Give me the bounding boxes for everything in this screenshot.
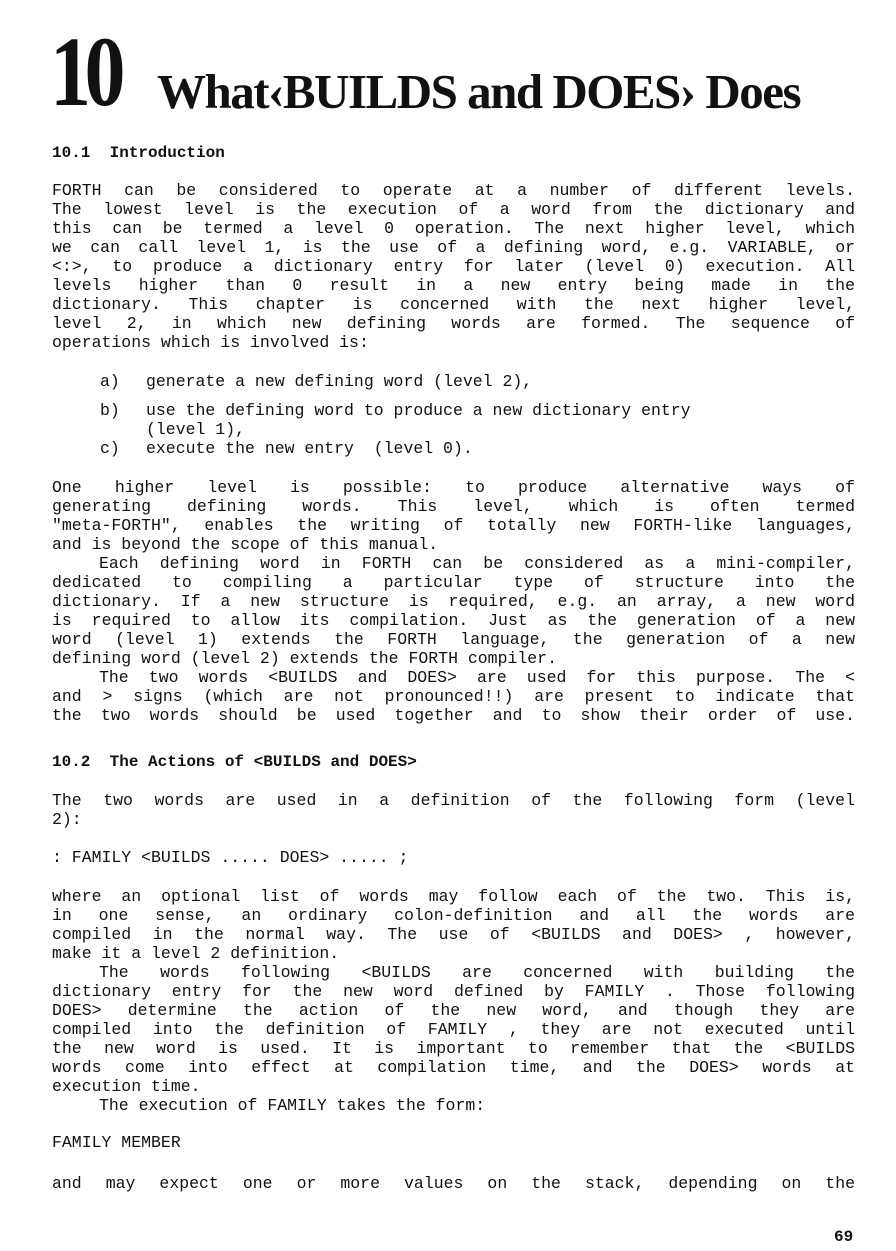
code-family-definition: : FAMILY <BUILDS ..... DOES> ..... ;: [52, 848, 409, 867]
list-item-label: c): [100, 439, 120, 458]
list-item-text: execute the new entry (level 0).: [146, 439, 473, 458]
text-line: and > signs (which are not pronounced!!) are present to indicate that: [52, 687, 855, 706]
text-line: we can call level 1, is the use of a defining word, e.g. VARIABLE, or: [52, 238, 855, 257]
paragraph-mini-compiler: [52, 554, 855, 668]
section-heading-actions: 10.2 The Actions of <BUILDS and DOES>: [52, 753, 417, 771]
text-line: The two words are used in a definition of the following form (level: [52, 791, 855, 810]
text-line: The words following <BUILDS are concerned with building the: [99, 963, 855, 982]
text-line: dedicated to compiling a particular type of structure into the: [52, 573, 855, 592]
text-line: and may expect one or more values on the stack, depending on the: [52, 1174, 855, 1193]
paragraph-stack: [52, 1174, 855, 1193]
text-line: One higher level is possible: to produce alternative ways of: [52, 478, 855, 497]
text-line: <:>, to produce a dictionary entry for later (level 0) execution. All: [52, 257, 855, 276]
list-item-label: a): [100, 372, 120, 391]
page-number: 69: [834, 1228, 854, 1246]
list-item-text: (level 1),: [146, 420, 246, 439]
chapter-number: 10: [50, 16, 119, 127]
text-line: defining word (level 2) extends the FORTH compiler.: [52, 649, 557, 668]
text-line: the new word is used. It is important to remember that the <BUILDS: [52, 1039, 855, 1058]
section-heading-introduction: 10.1 Introduction: [52, 144, 225, 162]
text-line: dictionary. If a new structure is required, e.g. an array, a new word: [52, 592, 855, 611]
text-line: is required to allow its compilation. Just as the generation of a new: [52, 611, 855, 630]
list-item-text: generate a new defining word (level 2),: [146, 372, 533, 391]
code-family-member: FAMILY MEMBER: [52, 1133, 181, 1152]
text-line: make it a level 2 definition.: [52, 944, 340, 963]
text-line: FORTH can be considered to operate at a number of different levels.: [52, 181, 855, 200]
text-line: execution time.: [52, 1077, 201, 1096]
text-line: levels higher than 0 result in a new entry being made in the: [52, 276, 855, 295]
paragraph-where: [52, 887, 855, 963]
text-line: where an optional list of words may follow each of the two. This is,: [52, 887, 855, 906]
text-line: word (level 1) extends the FORTH language, the generation of a new: [52, 630, 855, 649]
paragraph-definition-form: [52, 791, 855, 829]
paragraph-signs: [52, 668, 855, 725]
text-line: level 2, in which new defining words are formed. The sequence of: [52, 314, 855, 333]
text-line: the two words should be used together and to show their order of use.: [52, 706, 855, 725]
text-line: "meta-FORTH", enables the writing of totally new FORTH-like languages,: [52, 516, 855, 535]
text-line: this can be termed a level 0 operation. The next higher level, which: [52, 219, 855, 238]
text-line: words come into effect at compilation time, and the DOES> words at: [52, 1058, 855, 1077]
paragraph-builds-does: [52, 963, 855, 1096]
chapter-title: What‹BUILDS and DOES› Does: [157, 64, 801, 119]
text-line: operations which is involved is:: [52, 333, 369, 352]
text-line: and is beyond the scope of this manual.: [52, 535, 439, 554]
text-line: Each defining word in FORTH can be considered as a mini-compiler,: [99, 554, 855, 573]
text-line: The lowest level is the execution of a word from the dictionary and: [52, 200, 855, 219]
text-line: 2):: [52, 810, 82, 829]
text-line: DOES> determine the action of the new word, and though they are: [52, 1001, 855, 1020]
text-line: generating defining words. This level, which is often termed: [52, 497, 855, 516]
paragraph-levels: [52, 181, 855, 352]
paragraph-execution: The execution of FAMILY takes the form:: [99, 1096, 486, 1115]
text-line: The two words <BUILDS and DOES> are used for this purpose. The <: [99, 668, 855, 687]
list-item-text: use the defining word to produce a new dictionary entry: [146, 401, 691, 420]
paragraph-meta-forth: [52, 478, 855, 554]
text-line: dictionary. This chapter is concerned with the next higher level,: [52, 295, 855, 314]
text-line: compiled in the normal way. The use of <BUILDS and DOES> , however,: [52, 925, 855, 944]
list-item-label: b): [100, 401, 120, 420]
text-line: compiled into the definition of FAMILY , they are not executed until: [52, 1020, 855, 1039]
text-line: dictionary entry for the new word defined by FAMILY . Those following: [52, 982, 855, 1001]
text-line: in one sense, an ordinary colon-definition and all the words are: [52, 906, 855, 925]
